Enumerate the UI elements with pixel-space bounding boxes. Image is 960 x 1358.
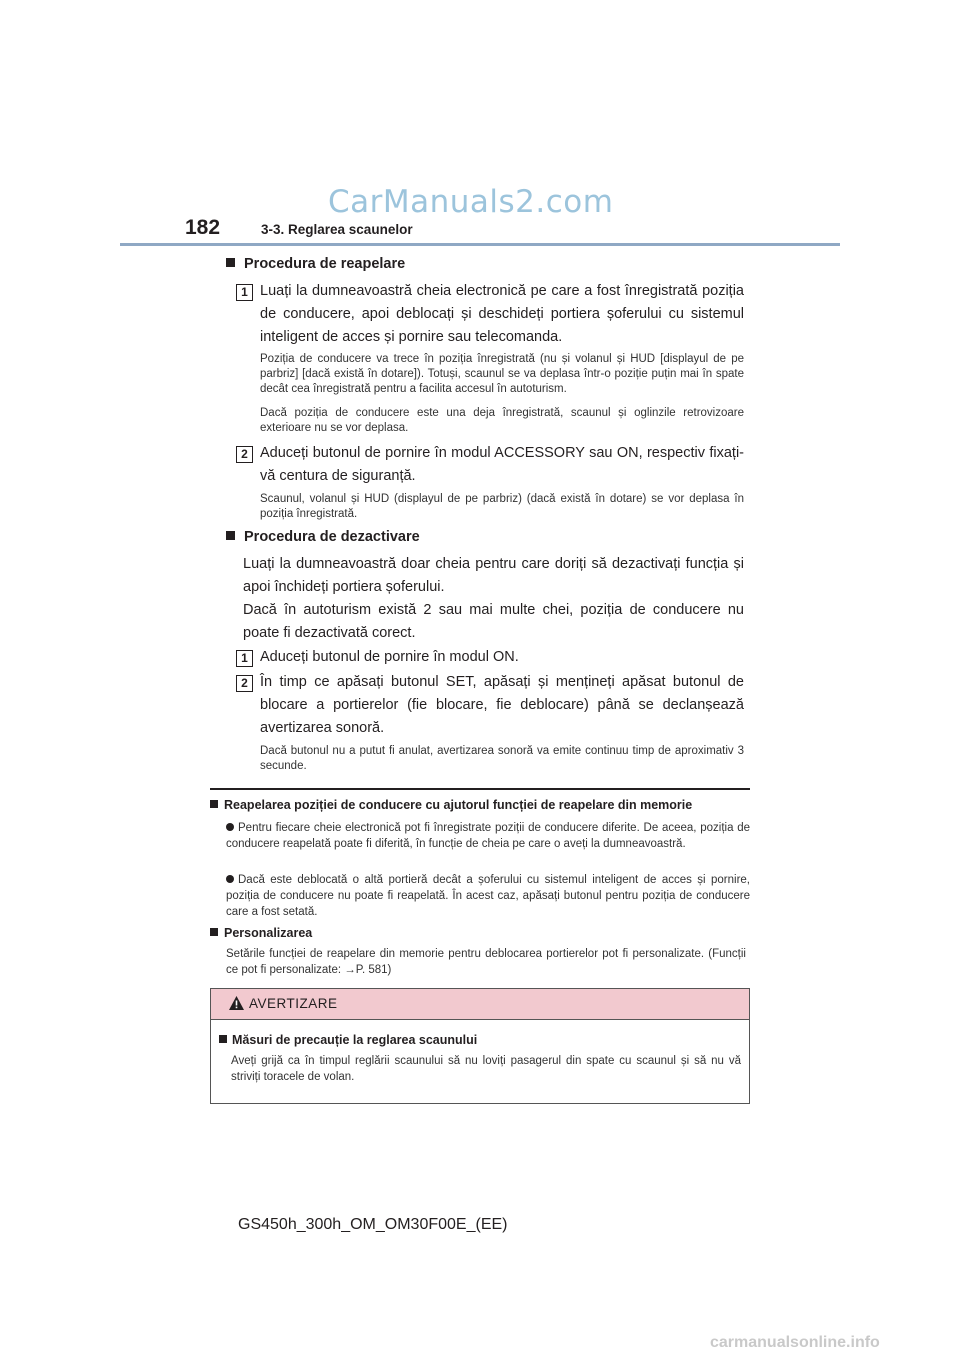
dot-bullet-icon <box>226 875 234 883</box>
warning-header <box>211 989 749 1020</box>
step-2-badge: 2 <box>236 675 253 692</box>
custom-text: Setările funcției de reapelare din memorie pentru deblocarea portierelor pot fi personalizate. (Funcții ce pot fi personalizate: →P. 581) <box>226 948 746 976</box>
step-1-badge: 1 <box>236 650 253 667</box>
warning-subheading-text: Măsuri de precauție la reglarea scaunului <box>232 1033 478 1047</box>
square-bullet-icon <box>226 258 235 267</box>
square-bullet-icon <box>210 800 218 808</box>
step-1-badge: 1 <box>236 284 253 301</box>
memory-heading-text: Reapelarea poziției de conducere cu ajutorul funcției de reapelare din memorie <box>224 798 693 812</box>
warning-box <box>210 988 750 1104</box>
document-code: GS450h_300h_OM_OM30F00E_(EE) <box>238 1216 508 1233</box>
deactivate-step-1-text: Aduceți butonul de pornire în modul ON. <box>260 649 519 665</box>
recall-note-1: Poziția de conducere va trece în poziția înregistrată (nu și volanul și HUD [displayul de pe parbriz] [dacă există în dotare]). Totuși, scaunul se va deplasa într-o poziție puțin mai în spate decât cea înregistrată pentru a facilita accesul în autoturism. <box>260 353 744 395</box>
dot-bullet-icon <box>226 823 234 831</box>
recall-note-3: Scaunul, volanul și HUD (displayul de pe parbriz) (dacă există în dotare) se vor deplasa în poziția înregistrată. <box>260 493 744 520</box>
warning-triangle-icon <box>228 995 245 1011</box>
deactivate-heading-text: Procedura de dezactivare <box>244 529 420 545</box>
memory-bullet-1-text: Pentru fiecare cheie electronică pot fi înregistrate poziții de conducere diferite. De aceea, poziția de conducere reapelată poate fi diferită, în funcție de cheia pe care o aveți la dumneavoastră. <box>226 822 750 850</box>
memory-bullet-2 <box>226 872 750 920</box>
section-title: 3-3. Reglarea scaunelor <box>261 222 413 237</box>
page-number: 182 <box>185 216 221 239</box>
deactivate-step-2-text: În timp ce apăsați butonul SET, apăsați și mențineți apăsat butonul de blocare a portierelor (fie blocare, fie deblocare) până se declanșează avertizarea sonoră. <box>260 674 744 736</box>
custom-heading-text: Personalizarea <box>224 926 313 940</box>
warning-text: Aveți grijă ca în timpul reglării scaunului să nu loviți pasagerul din spate cu scaunul și să nu vă striviți toracele de volan. <box>231 1055 741 1083</box>
memory-bullet-1 <box>226 820 750 852</box>
memory-bullet-2-text: Dacă este deblocată o altă portieră decât a șoferului cu sistemul inteligent de acces și pornire, poziția de conducere nu poate fi reapelată. În acest caz, apăsați butonul pentru poziția de conducere care a fost setată. <box>226 874 750 918</box>
square-bullet-icon <box>210 928 218 936</box>
header-rule <box>120 243 840 246</box>
recall-heading <box>226 256 405 272</box>
step-2-badge: 2 <box>236 446 253 463</box>
deactivate-note: Dacă butonul nu a putut fi anulat, avertizarea sonoră va emite continuu timp de aproximativ 3 secunde. <box>260 745 744 772</box>
recall-step-1-text: Luați la dumneavoastră cheia electronică pe care a fost înregistrată poziția de conducere, apoi deblocați și deschideți portiera șoferului cu sistemul inteligent de acces și pornire sau telecomanda. <box>260 283 744 345</box>
custom-heading <box>210 926 312 940</box>
warning-title: AVERTIZARE <box>249 996 338 1011</box>
recall-step-2-text: Aduceți butonul de pornire în modul ACCESSORY sau ON, respectiv fixați-vă centura de siguranță. <box>260 445 744 484</box>
square-bullet-icon <box>219 1035 227 1043</box>
watermark-bottom: carmanualsonline.info <box>710 1334 880 1351</box>
warning-subheading <box>219 1033 477 1047</box>
recall-note-2: Dacă poziția de conducere este una deja înregistrată, scaunul și oglinzile retrovizoare exterioare nu se vor deplasa. <box>260 407 744 434</box>
deactivate-intro-2: Dacă în autoturism există 2 sau mai multe chei, poziția de conducere nu poate fi dezactivată corect. <box>243 602 744 641</box>
deactivate-intro: Luați la dumneavoastră doar cheia pentru care doriți să dezactivați funcția și apoi închideți portiera șoferului. <box>243 556 744 595</box>
square-bullet-icon <box>226 531 235 540</box>
memory-heading <box>210 798 750 812</box>
watermark-top: CarManuals2.com <box>328 184 614 220</box>
section-divider <box>210 788 750 790</box>
deactivate-heading <box>226 529 420 545</box>
recall-heading-text: Procedura de reapelare <box>244 256 406 272</box>
